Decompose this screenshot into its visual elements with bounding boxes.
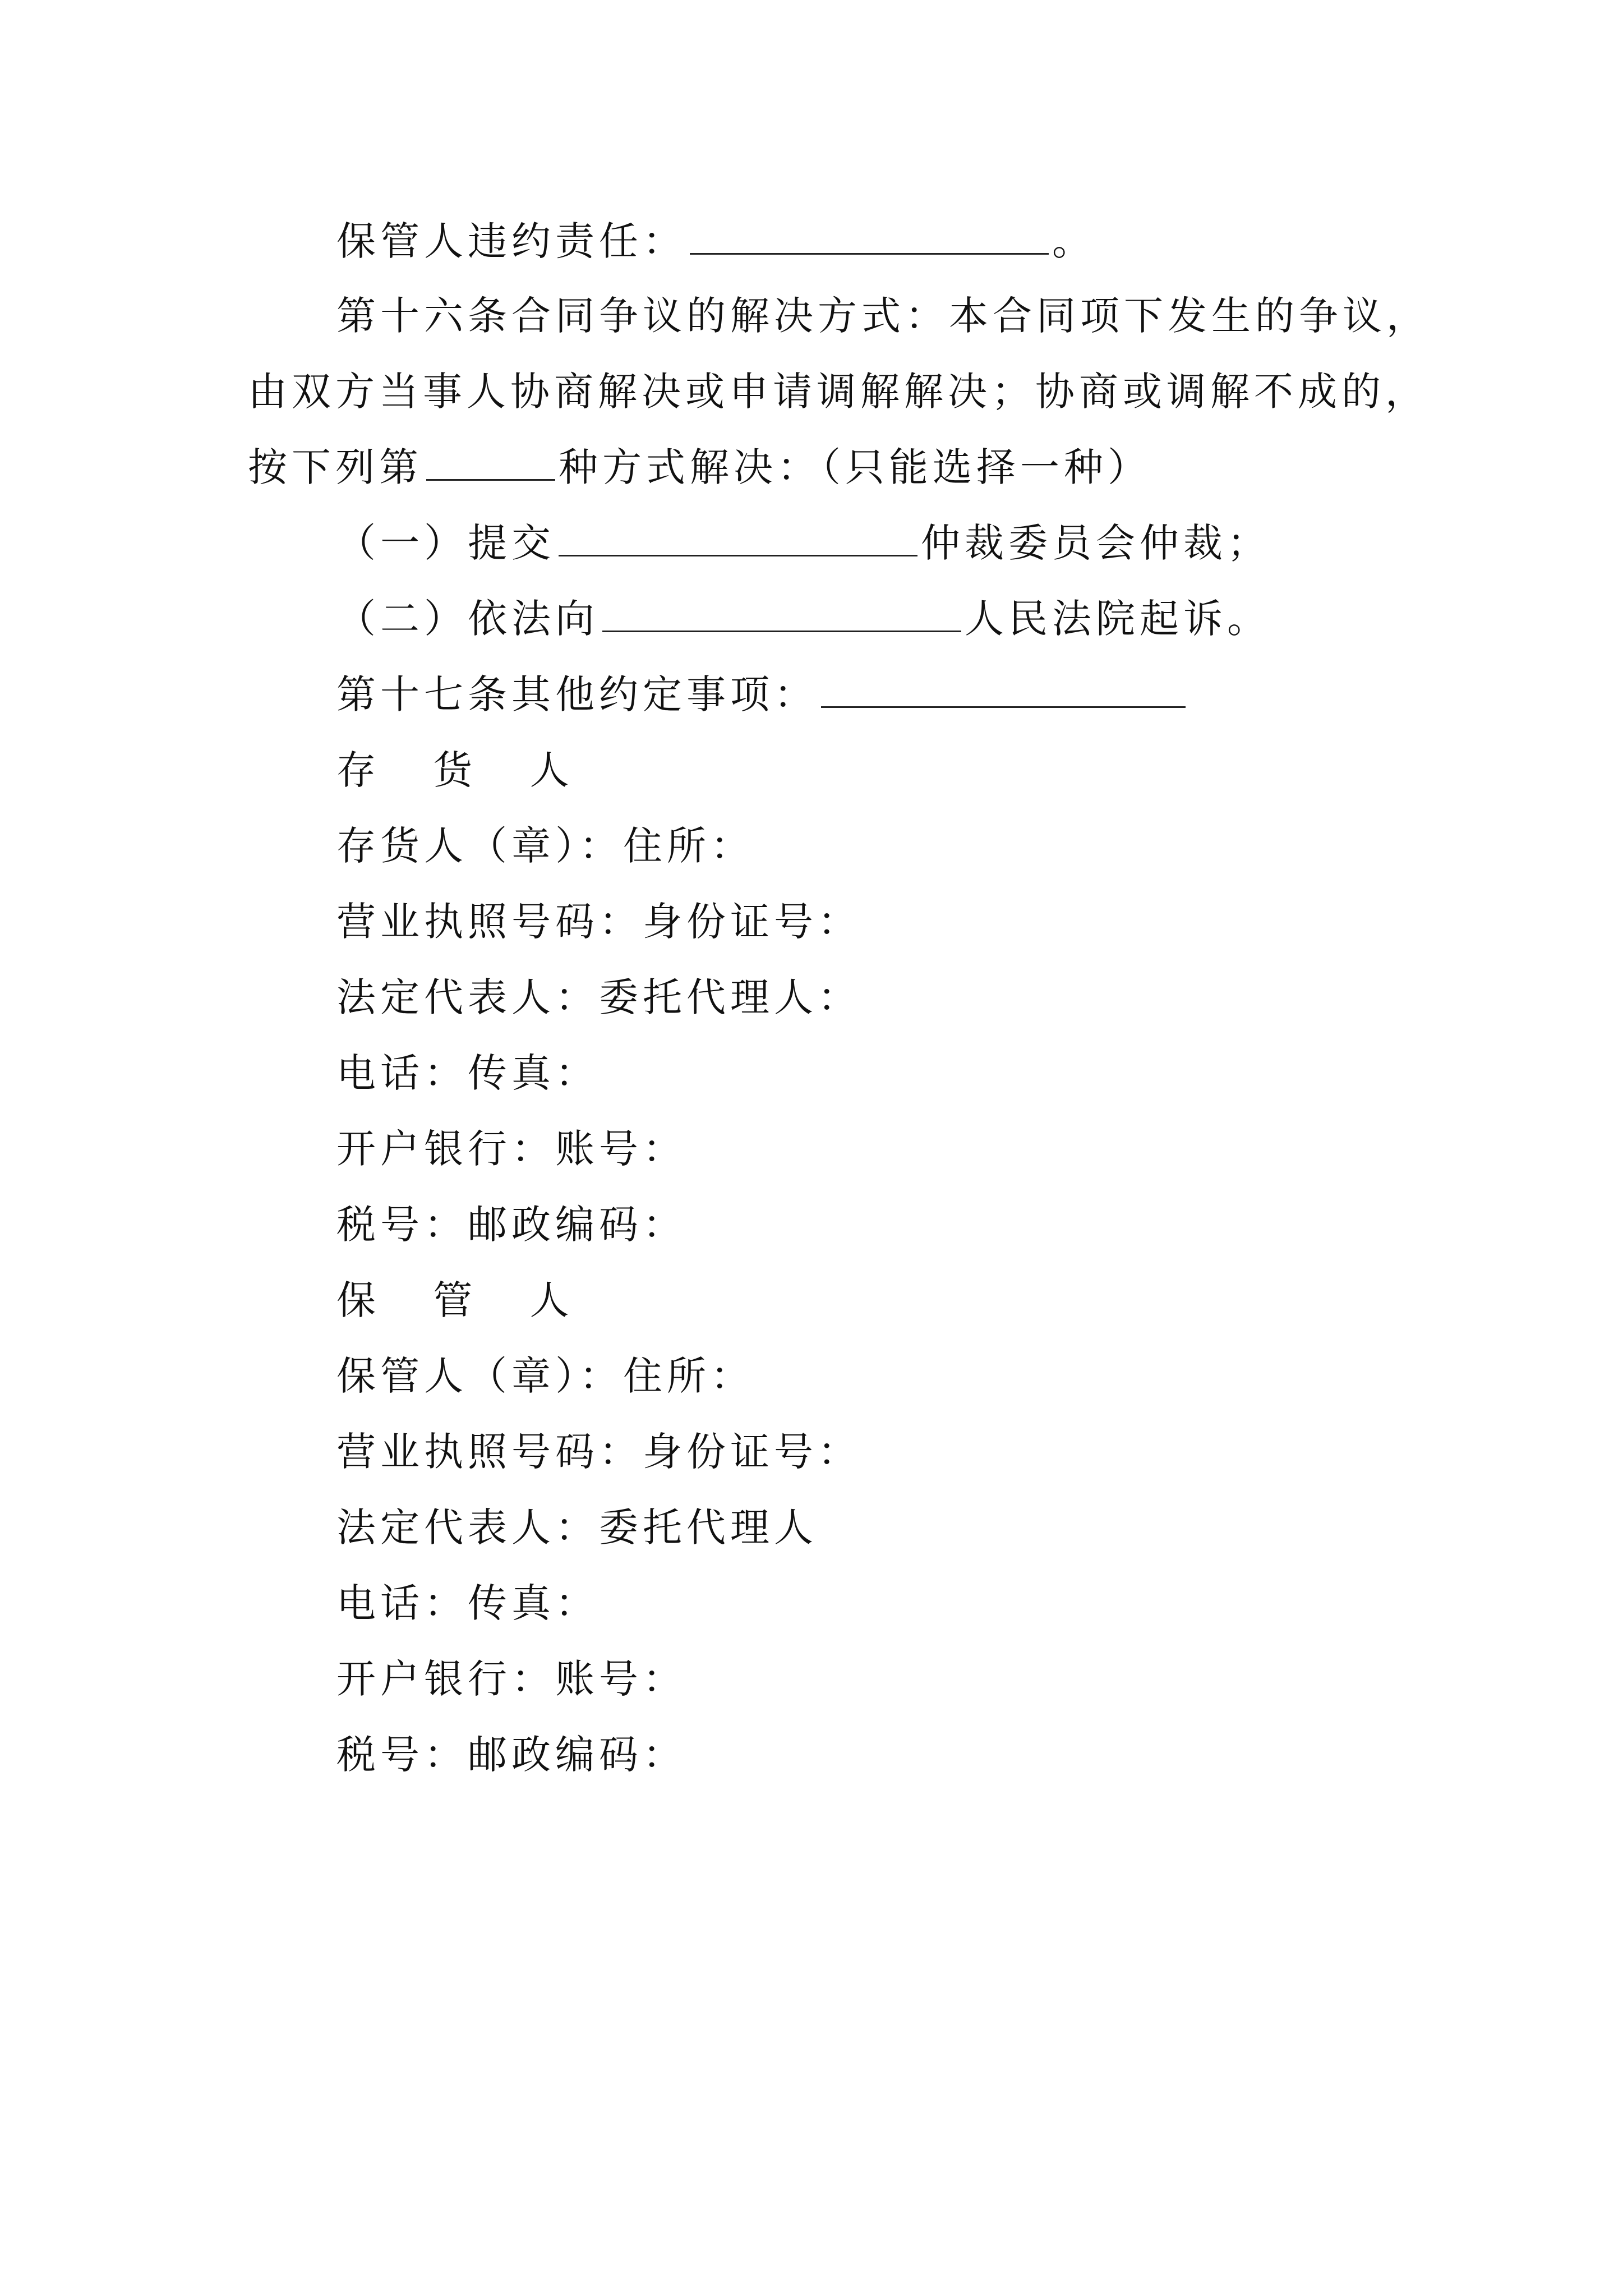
option-arbitration (336, 512, 1271, 574)
breach-blank (690, 214, 1049, 255)
other-terms-blank (821, 667, 1186, 708)
breach-end: 。 (1052, 218, 1096, 264)
custodian-seal-address: 保管人（章）：住所： (336, 1353, 754, 1399)
option-court (336, 588, 1271, 650)
custodian-license-id: 营业执照号码：身份证号： (336, 1429, 861, 1475)
article-16-choice-prefix: 按下列第 (248, 444, 423, 490)
court-blank (602, 591, 961, 632)
custodian-representative: 法定代表人：委托代理人 (336, 1504, 818, 1550)
custodian-heading: 保 管 人 (336, 1277, 592, 1323)
depositor-tax-postcode: 税号：邮政编码： (336, 1202, 686, 1248)
article-16-choice-suffix: 种方式解决：（只能选择一种） (559, 444, 1151, 490)
article-16-line-3 (248, 436, 1151, 498)
option-1-suffix: 仲裁委员会仲裁； (921, 520, 1271, 566)
article-16-line-1: 第十六条合同争议的解决方式：本合同项下发生的争议， (336, 293, 1430, 339)
article-16-line-2: 由双方当事人协商解决或申请调解解决；协商或调解不成的， (248, 369, 1429, 415)
article-17-line (336, 664, 1189, 725)
depositor-bank-account: 开户银行：账号： (336, 1126, 686, 1172)
option-1-prefix: （一）提交 (336, 520, 555, 566)
breach-label: 保管人违约责任： (336, 218, 686, 264)
depositor-representative: 法定代表人：委托代理人： (336, 974, 861, 1020)
depositor-heading: 存 货 人 (336, 747, 592, 793)
custodian-bank-account: 开户银行：账号： (336, 1656, 686, 1702)
depositor-license-id: 营业执照号码：身份证号： (336, 899, 861, 945)
option-2-prefix: （二）依法向 (336, 596, 599, 642)
depositor-phone-fax: 电话：传真： (336, 1050, 599, 1096)
article-17-label: 第十七条其他约定事项： (336, 671, 818, 717)
breach-liability-line (336, 210, 1096, 272)
option-2-suffix: 人民法院起诉。 (965, 596, 1271, 642)
depositor-seal-address: 存货人（章）：住所： (336, 823, 754, 869)
custodian-tax-postcode: 税号：邮政编码： (336, 1732, 686, 1778)
choice-blank (426, 440, 555, 481)
arbitration-blank (559, 516, 917, 556)
custodian-phone-fax: 电话：传真： (336, 1580, 599, 1626)
